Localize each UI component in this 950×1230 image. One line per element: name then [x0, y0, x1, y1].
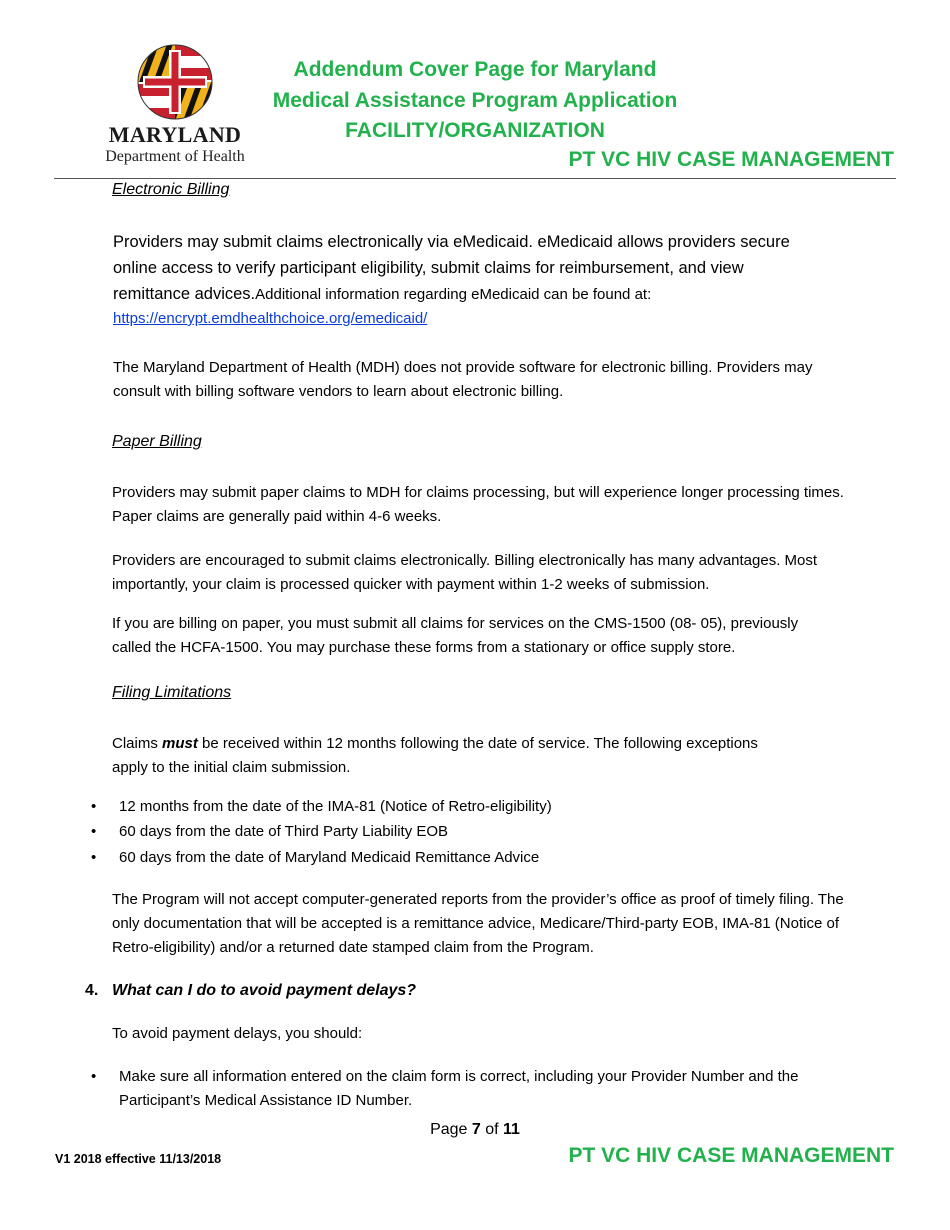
logo-subtitle: Department of Health: [105, 148, 245, 165]
paper-billing-p3-line2: called the HCFA-1500. You may purchase these forms from a stationary or office supply store.: [112, 639, 736, 656]
filing-limitations-intro-line2: apply to the initial claim submission.: [112, 759, 351, 776]
page-title-line-2: Medical Assistance Program Application: [272, 89, 678, 112]
page-number: [0, 1121, 950, 1139]
list-item-text: 12 months from the date of the IMA-81 (Notice of Retro-eligibility): [119, 798, 552, 815]
header-program-name: PT VC HIV CASE MANAGEMENT: [568, 148, 894, 171]
list-item: [91, 820, 448, 844]
intro-pre: Claims: [112, 735, 163, 752]
paper-billing-p2-line1: Providers are encouraged to submit claims electronically. Billing electronically has many advantages. Most: [112, 552, 818, 569]
bullet-icon: •: [91, 849, 97, 866]
page-total: 11: [503, 1121, 520, 1138]
electronic-billing-para1-line3: [113, 281, 651, 308]
list-item-text: 60 days from the date of Maryland Medicaid Remittance Advice: [119, 849, 540, 866]
filing-limitations-closing-line2: only documentation that will be accepted is a remittance advice, Medicare/Third-party EOB, IMA-81 (Notice of: [112, 915, 839, 932]
paper-billing-p2-line2: importantly, your claim is processed quicker with payment within 1-2 weeks of submission.: [112, 576, 710, 593]
paper-billing-p3-line1: If you are billing on paper, you must submit all claims for services on the CMS-1500 (08- 05), previously: [112, 615, 799, 632]
logo-wordmark: MARYLAND: [108, 122, 242, 147]
list-item-continuation: Participant’s Medical Assistance ID Number.: [119, 1092, 413, 1109]
electronic-billing-para1-line1: Providers may submit claims electronically via eMedicaid. eMedicaid allows providers secure: [113, 233, 790, 251]
question-4-intro: To avoid payment delays, you should:: [112, 1025, 363, 1042]
bullet-icon: •: [91, 798, 97, 815]
page-prefix: Page: [430, 1121, 472, 1138]
filing-limitations-closing-line1: The Program will not accept computer-generated reports from the provider’s office as proof of timely filing. The: [112, 891, 844, 908]
list-item: [91, 795, 552, 819]
electronic-billing-para2-line1: The Maryland Department of Health (MDH) does not provide software for electronic billing. Providers may: [113, 359, 813, 376]
additional-info-text: Additional information regarding eMedicaid can be found at:: [255, 286, 652, 303]
question-number: 4.: [85, 982, 99, 999]
intro-post: be received within 12 months following the date of service. The following exceptions: [197, 735, 758, 752]
page-current: 7: [471, 1121, 481, 1138]
filing-limitations-closing-line3: Retro-eligibility) and/or a returned date stamped claim from the Program.: [112, 939, 594, 956]
paper-billing-p1-line1: Providers may submit paper claims to MDH for claims processing, but will experience longer processing times.: [112, 484, 844, 501]
filing-limitations-intro-line1: [112, 732, 758, 756]
paper-billing-p1-line2: Paper claims are generally paid within 4-6 weeks.: [112, 508, 442, 525]
list-item-text: 60 days from the date of Third Party Liability EOB: [119, 823, 449, 840]
version-label: V1 2018 effective 11/13/2018: [55, 1152, 222, 1166]
electronic-billing-para1-line2: online access to verify participant eligibility, submit claims for reimbursement, and view: [113, 259, 744, 277]
remittance-text: remittance advices.: [113, 285, 256, 303]
electronic-billing-para2-line2: consult with billing software vendors to learn about electronic billing.: [113, 383, 564, 400]
emedicaid-link[interactable]: https://encrypt.emdhealthchoice.org/emedicaid/: [113, 310, 428, 327]
list-item: [91, 846, 539, 870]
page-of: of: [480, 1121, 504, 1138]
bullet-icon: •: [91, 1068, 97, 1085]
list-item: [91, 1065, 798, 1089]
page-title-line-1: Addendum Cover Page for Maryland: [293, 58, 657, 81]
question-text: What can I do to avoid payment delays?: [112, 982, 417, 999]
page-title-line-3: FACILITY/ORGANIZATION: [345, 119, 605, 142]
question-4-heading: [85, 982, 416, 1000]
paper-billing-heading: Paper Billing: [112, 433, 202, 450]
header-divider: [54, 178, 896, 179]
intro-emphasis: must: [162, 735, 198, 752]
electronic-billing-heading: Electronic Billing: [112, 181, 230, 198]
list-item-text: Make sure all information entered on the claim form is correct, including your Provider Number and the: [119, 1068, 799, 1085]
bullet-icon: •: [91, 823, 97, 840]
filing-limitations-heading: Filing Limitations: [112, 684, 232, 701]
footer-program-name: PT VC HIV CASE MANAGEMENT: [568, 1144, 894, 1167]
